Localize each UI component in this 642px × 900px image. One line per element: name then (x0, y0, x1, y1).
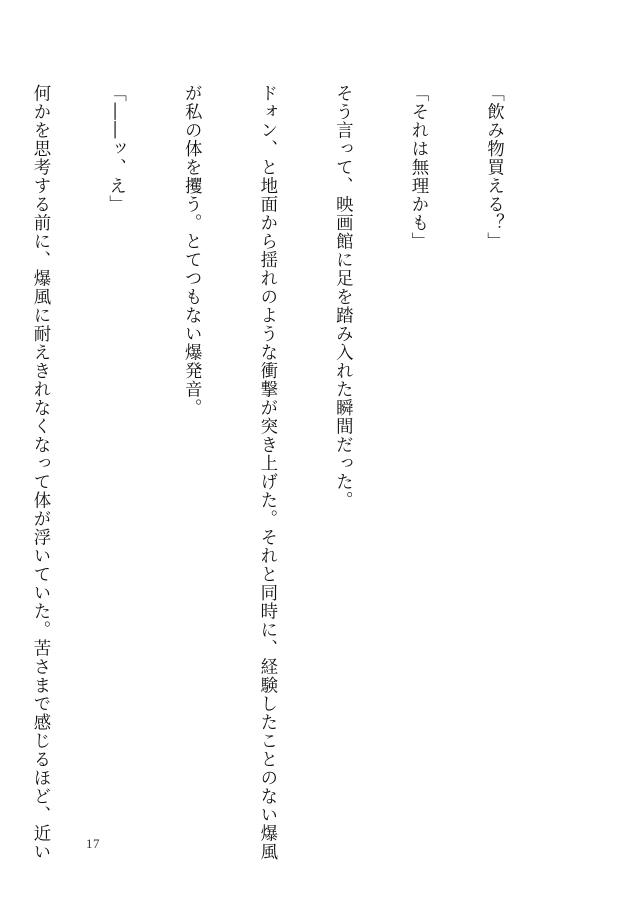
page-number: 17 (86, 836, 100, 851)
text-line: が私の体を攫う。とてつもない爆発音。 (181, 84, 202, 417)
text-line: 「飲み物買える？」 (483, 84, 504, 251)
text-line: 何かを思考する前に、爆風に耐えきれなくなって体が浮いていた。苦さまで感じるほど、近い (29, 84, 50, 861)
text-line: ドォン、と地面から揺れのような衝撃が突き上げた。それと同時に、経験したことのない爆風 (256, 84, 277, 861)
text-line: 「――ッ、え」 (105, 84, 126, 214)
text-line: そう言って、映画館に足を踏み入れた瞬間だった。 (332, 84, 353, 510)
text-line: 「それは無理かも」 (407, 84, 428, 251)
